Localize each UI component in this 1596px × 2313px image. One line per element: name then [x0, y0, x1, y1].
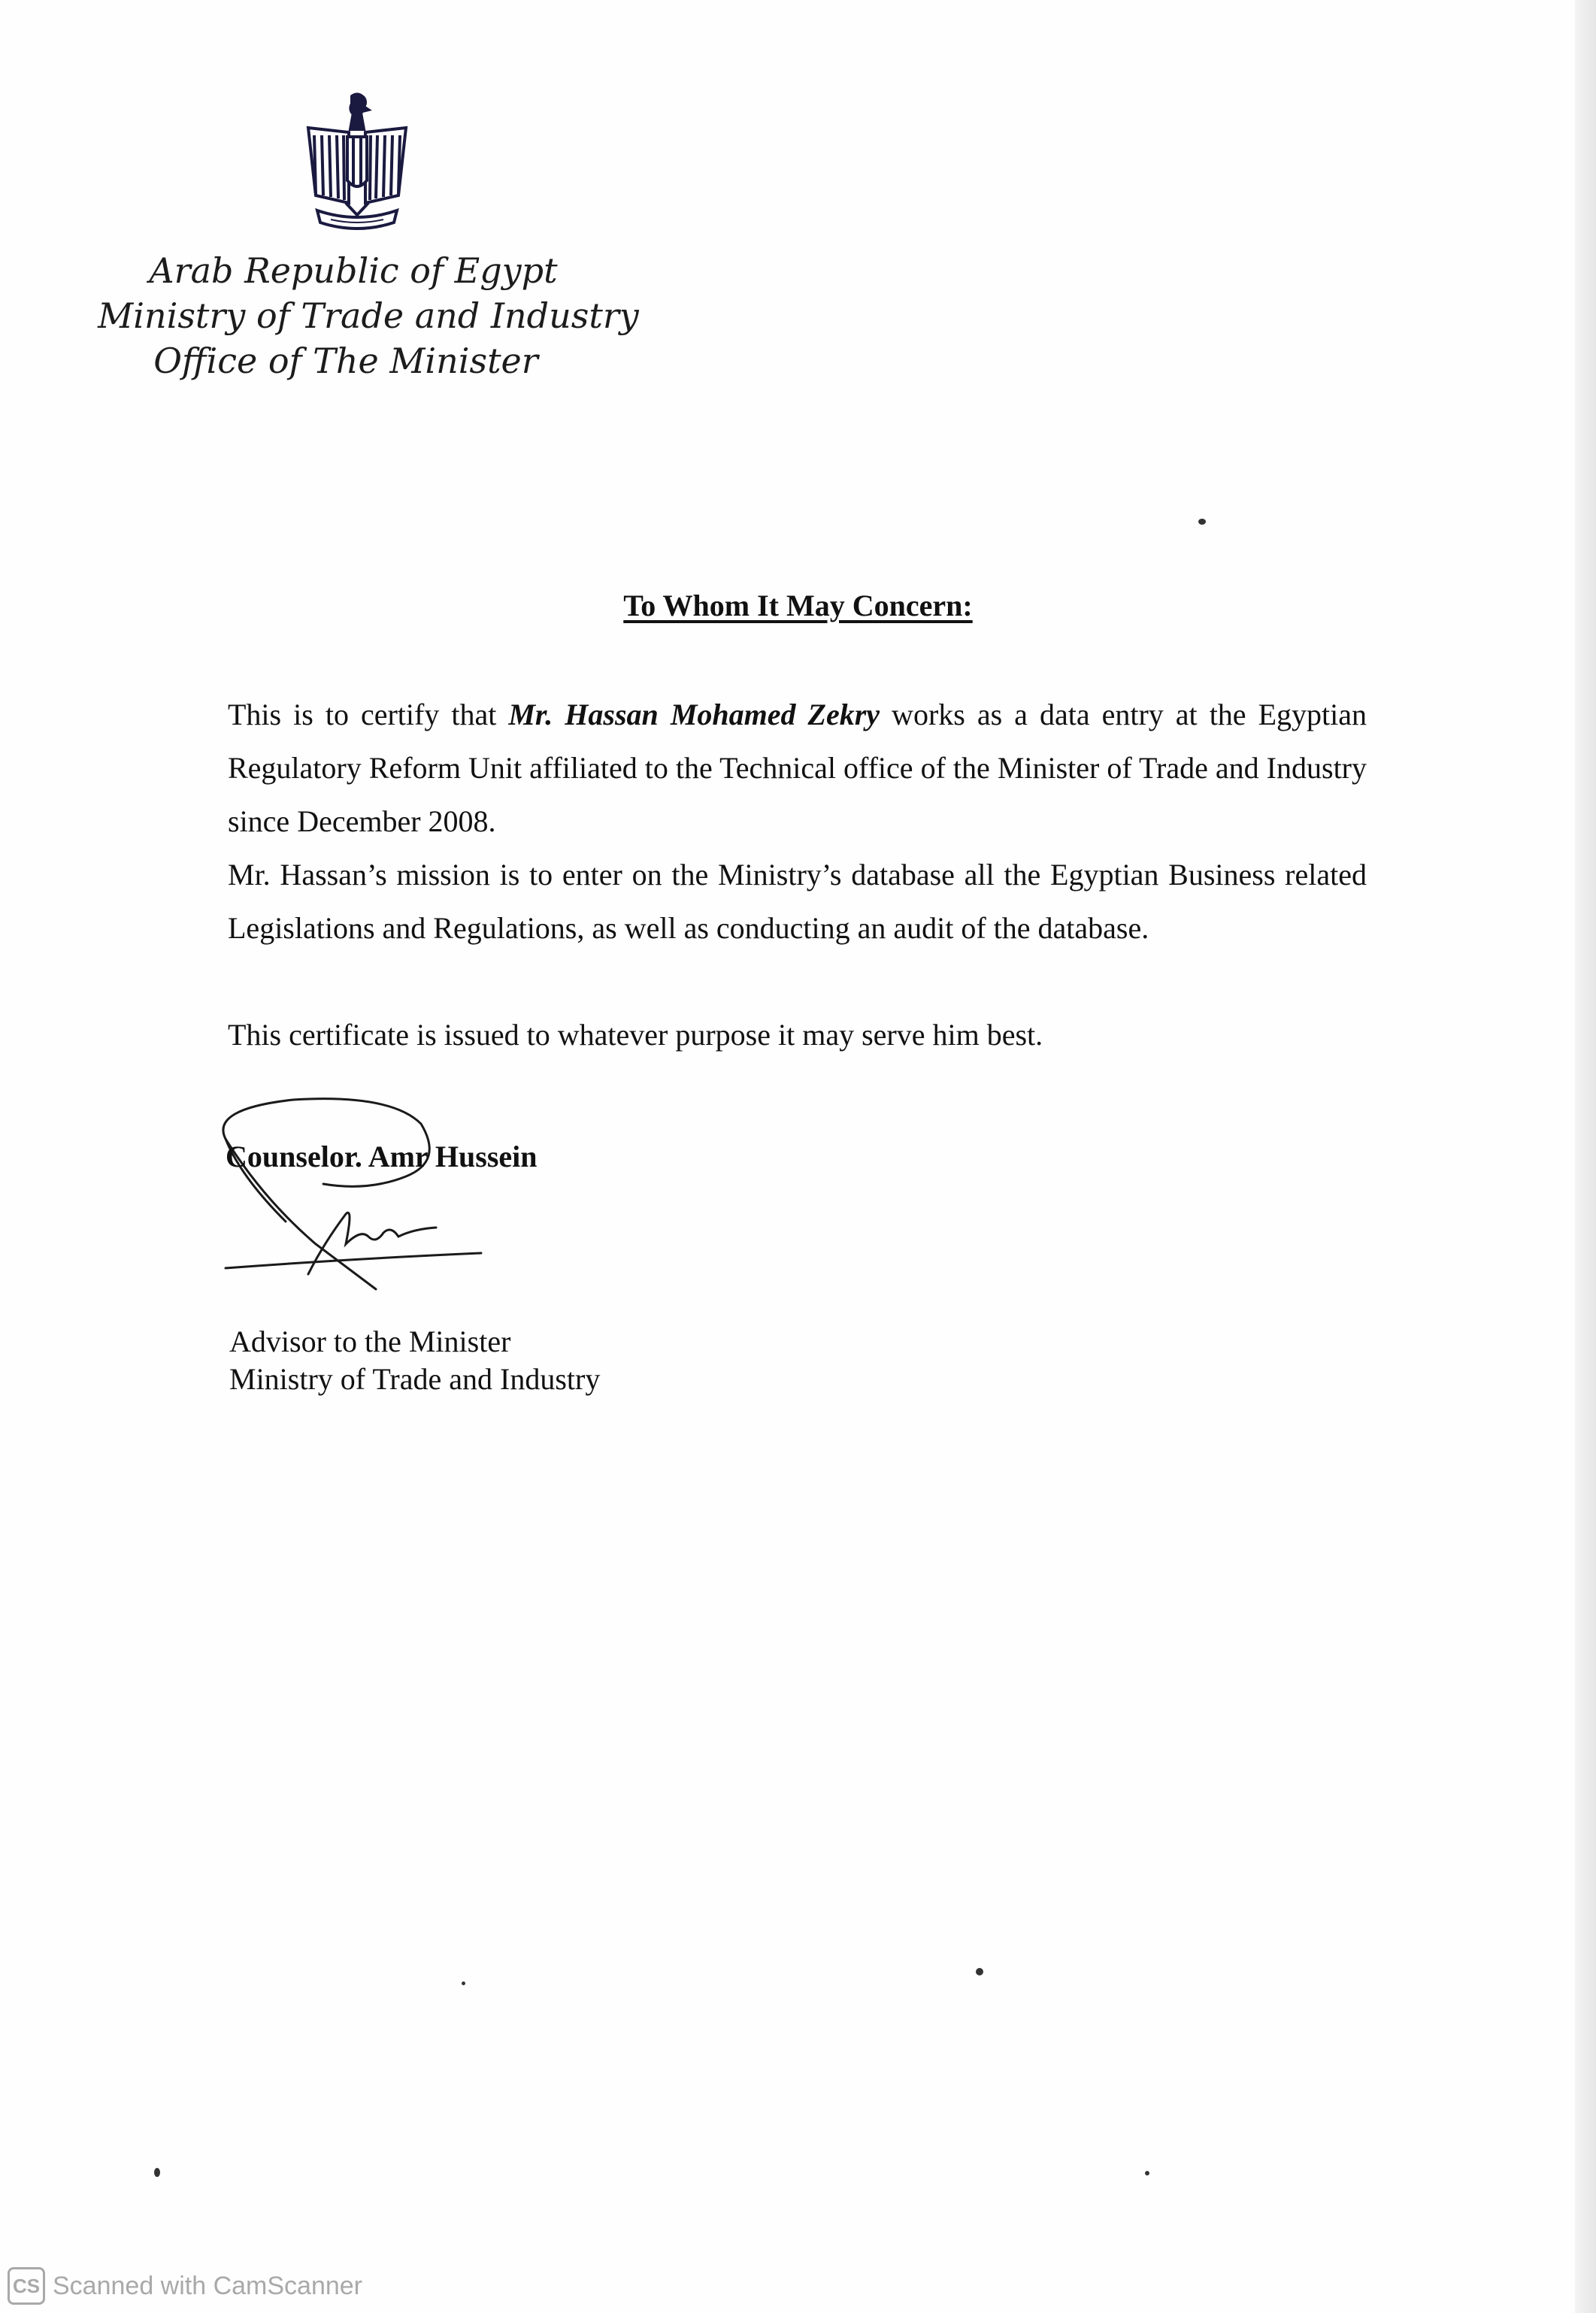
camscanner-text: Scanned with CamScanner [53, 2271, 363, 2300]
letterhead-country: Arab Republic of Egypt [149, 250, 558, 291]
signatory-ministry: Ministry of Trade and Industry [229, 1362, 601, 1396]
letterhead-office: Office of The Minister [153, 341, 538, 381]
certification-paragraph [228, 688, 1367, 848]
signatory-name: Counselor. Amr Hussein [226, 1140, 538, 1173]
certification-text-start: This is to certify that [228, 698, 509, 731]
document-body [228, 688, 1367, 1061]
letterhead [98, 248, 639, 383]
letterhead-ministry: Ministry of Trade and Industry [98, 295, 639, 336]
employee-name: Mr. Hassan Mohamed Zekry [508, 698, 880, 731]
handwritten-signature [195, 1094, 511, 1304]
document-heading: To Whom It May Concern: [623, 589, 973, 622]
mission-paragraph: Mr. Hassan’s mission is to enter on the Ministry’s database all the Egyptian Business related Legislations and Regulations, as well as conducting an audit of the database. [228, 858, 1367, 945]
scan-speck [462, 1981, 465, 1985]
egypt-eagle-emblem-icon [301, 90, 413, 238]
certification-text-end: works as a data entry at the Egyptian Regulatory Reform Unit affiliated to the Technical office of the Minister of Trade and Industry since December 2008. [228, 698, 1367, 838]
camscanner-watermark [8, 2264, 362, 2308]
signatory-position: Advisor to the Minister [229, 1325, 511, 1358]
purpose-paragraph: This certificate is issued to whatever purpose it may serve him best. [228, 1018, 1043, 1052]
scan-speck [154, 2168, 160, 2177]
scan-speck [1198, 519, 1206, 525]
scan-speck [976, 1968, 983, 1975]
scan-edge-shadow [1575, 0, 1596, 2313]
signatory-title [229, 1323, 600, 1398]
scan-speck [1145, 2171, 1149, 2175]
camscanner-logo-icon: CS [8, 2267, 45, 2305]
